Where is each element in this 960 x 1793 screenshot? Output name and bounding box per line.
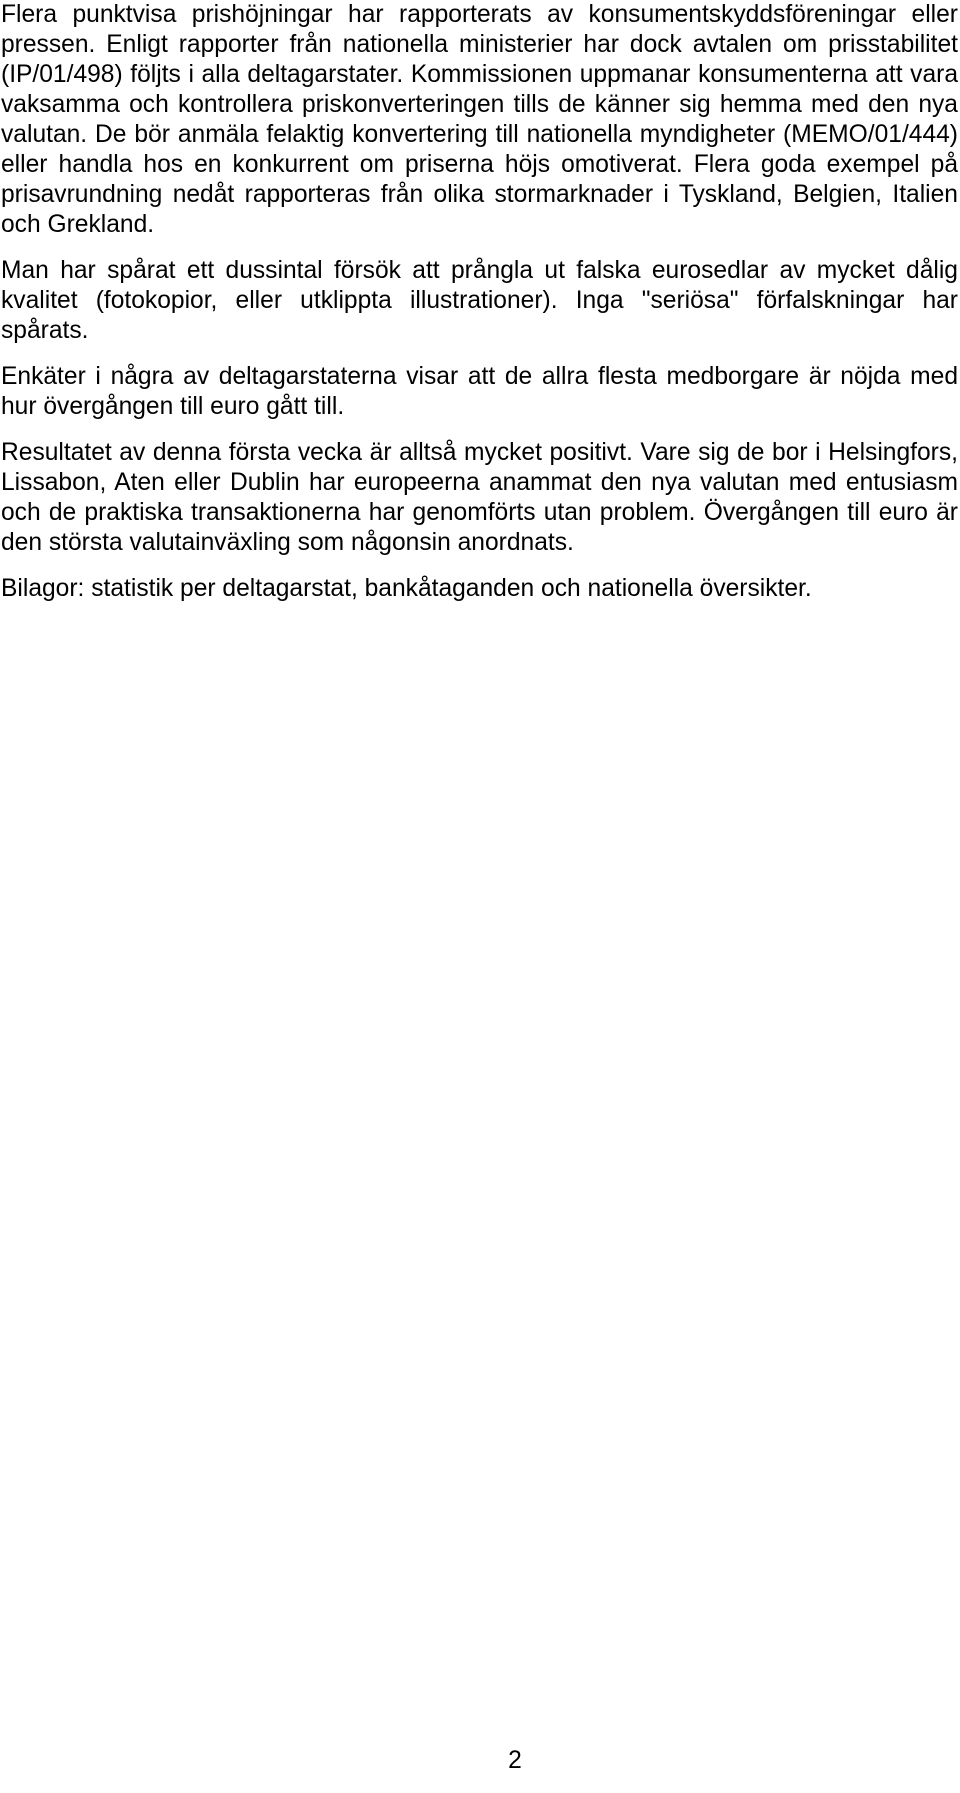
paragraph-counterfeit-notes: Man har spårat ett dussintal försök att prångla ut falska eurosedlar av mycket dålig kvalitet (fotokopior, eller utklippta illustrationer). Inga "seriösa" förfalskningar har spårats. — [1, 257, 958, 344]
paragraph-result: Resultatet av denna första vecka är alltså mycket positivt. Vare sig de bor i Helsingfors, Lissabon, Aten eller Dublin har europeerna anammat den nya valutan med entusiasm och de praktiska transaktionerna har genomförts utan problem. Övergången till euro är den största valutainväxling som någonsin anordnats. — [1, 439, 958, 556]
paragraph-attachments: Bilagor: statistik per deltagarstat, bankåtaganden och nationella översikter. — [1, 575, 812, 602]
paragraph-survey: Enkäter i några av deltagarstaterna visar att de allra flesta medborgare är nöjda med hur övergången till euro gått till. — [1, 363, 958, 420]
document-body — [1, 0, 958, 620]
page-number-footer — [0, 1746, 960, 1776]
page-number: 2 — [508, 1747, 522, 1774]
paragraph-price-increases: Flera punktvisa prishöjningar har rapporterats av konsumentskyddsföreningar eller pressen. Enligt rapporter från nationella ministerier har dock avtalen om prisstabilitet (IP/01/498) följts i alla deltagarstater. Kommissionen uppmanar konsumenterna att vara vaksamma och kontrollera priskonverteringen tills de känner sig hemma med den nya valutan. De bör anmäla felaktig konvertering till nationella myndigheter (MEMO/01/444) eller handla hos en konkurrent om priserna höjs omotiverat. Flera goda exempel på prisavrundning nedåt rapporteras från olika stormarknader i Tyskland, Belgien, Italien och Grekland. — [1, 1, 958, 238]
